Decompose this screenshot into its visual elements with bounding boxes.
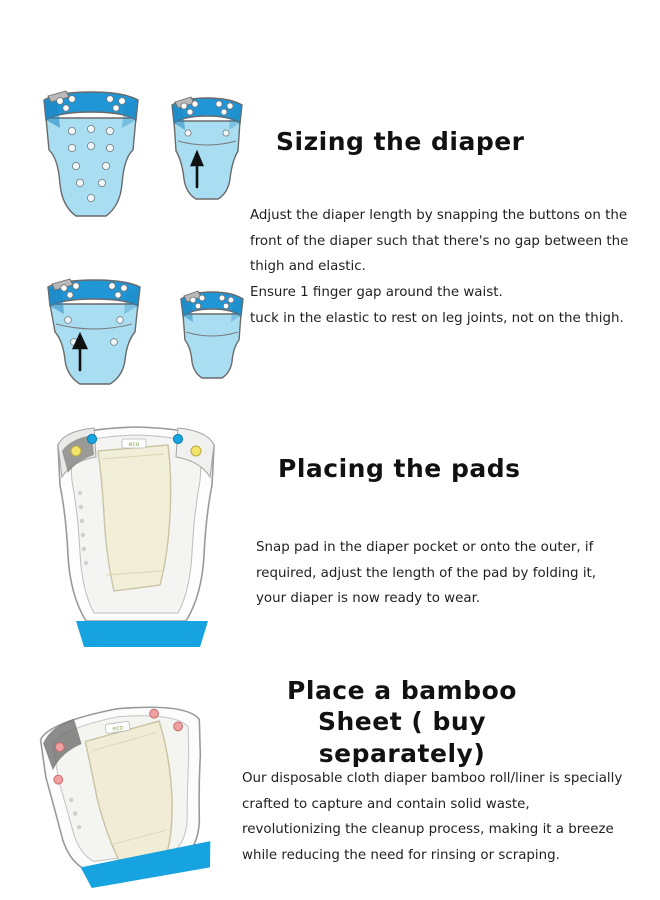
diaper-smallest-rise-front — [176, 290, 248, 382]
paragraph-place-a-bamboo-sheet — [242, 766, 642, 869]
paragraph-line: Our disposable cloth diaper bamboo roll/liner is specially — [242, 771, 623, 786]
paragraph-sizing-the-diaper — [250, 203, 632, 332]
paragraph-line: while reducing the need for rinsing or scraping. — [242, 848, 560, 864]
diaper-with-insert-pad — [36, 415, 236, 655]
heading-place-a-bamboo-sheet: Place a bamboo Sheet ( buy separately) — [287, 676, 517, 768]
diaper-medium-rise-front — [40, 278, 148, 390]
paragraph-placing-the-pads — [256, 535, 608, 612]
paragraph-line: required, adjust the length of the pad by folding it, — [256, 565, 597, 581]
paragraph-line: crafted to capture and contain solid waste, — [242, 796, 530, 812]
paragraph-line: Adjust the diaper length by snapping the buttons on the — [250, 208, 628, 223]
heading-sizing-the-diaper: Sizing the diaper — [276, 127, 525, 156]
diaper-snapped-small-front — [166, 95, 248, 205]
paragraph-line: Ensure 1 finger gap around the waist. — [250, 285, 503, 301]
heading-placing-the-pads: Placing the pads — [278, 454, 521, 483]
svg-text:eco: eco — [111, 724, 124, 733]
paragraph-line: front of the diaper such that there's no gap between the — [250, 233, 629, 249]
paragraph-line: your diaper is now ready to wear. — [256, 591, 481, 607]
diaper-unsnapped-large-front — [36, 88, 146, 223]
svg-text:eco: eco — [128, 441, 140, 448]
paragraph-line: thigh and elastic. — [250, 259, 366, 275]
paragraph-line: Snap pad in the diaper pocket or onto the outer, if — [256, 540, 594, 555]
paragraph-line: tuck in the elastic to rest on leg joints, not on the thigh. — [250, 310, 624, 326]
paragraph-line: revolutionizing the cleanup process, making it a breeze — [242, 822, 614, 838]
diaper-with-bamboo-sheet — [18, 692, 238, 882]
